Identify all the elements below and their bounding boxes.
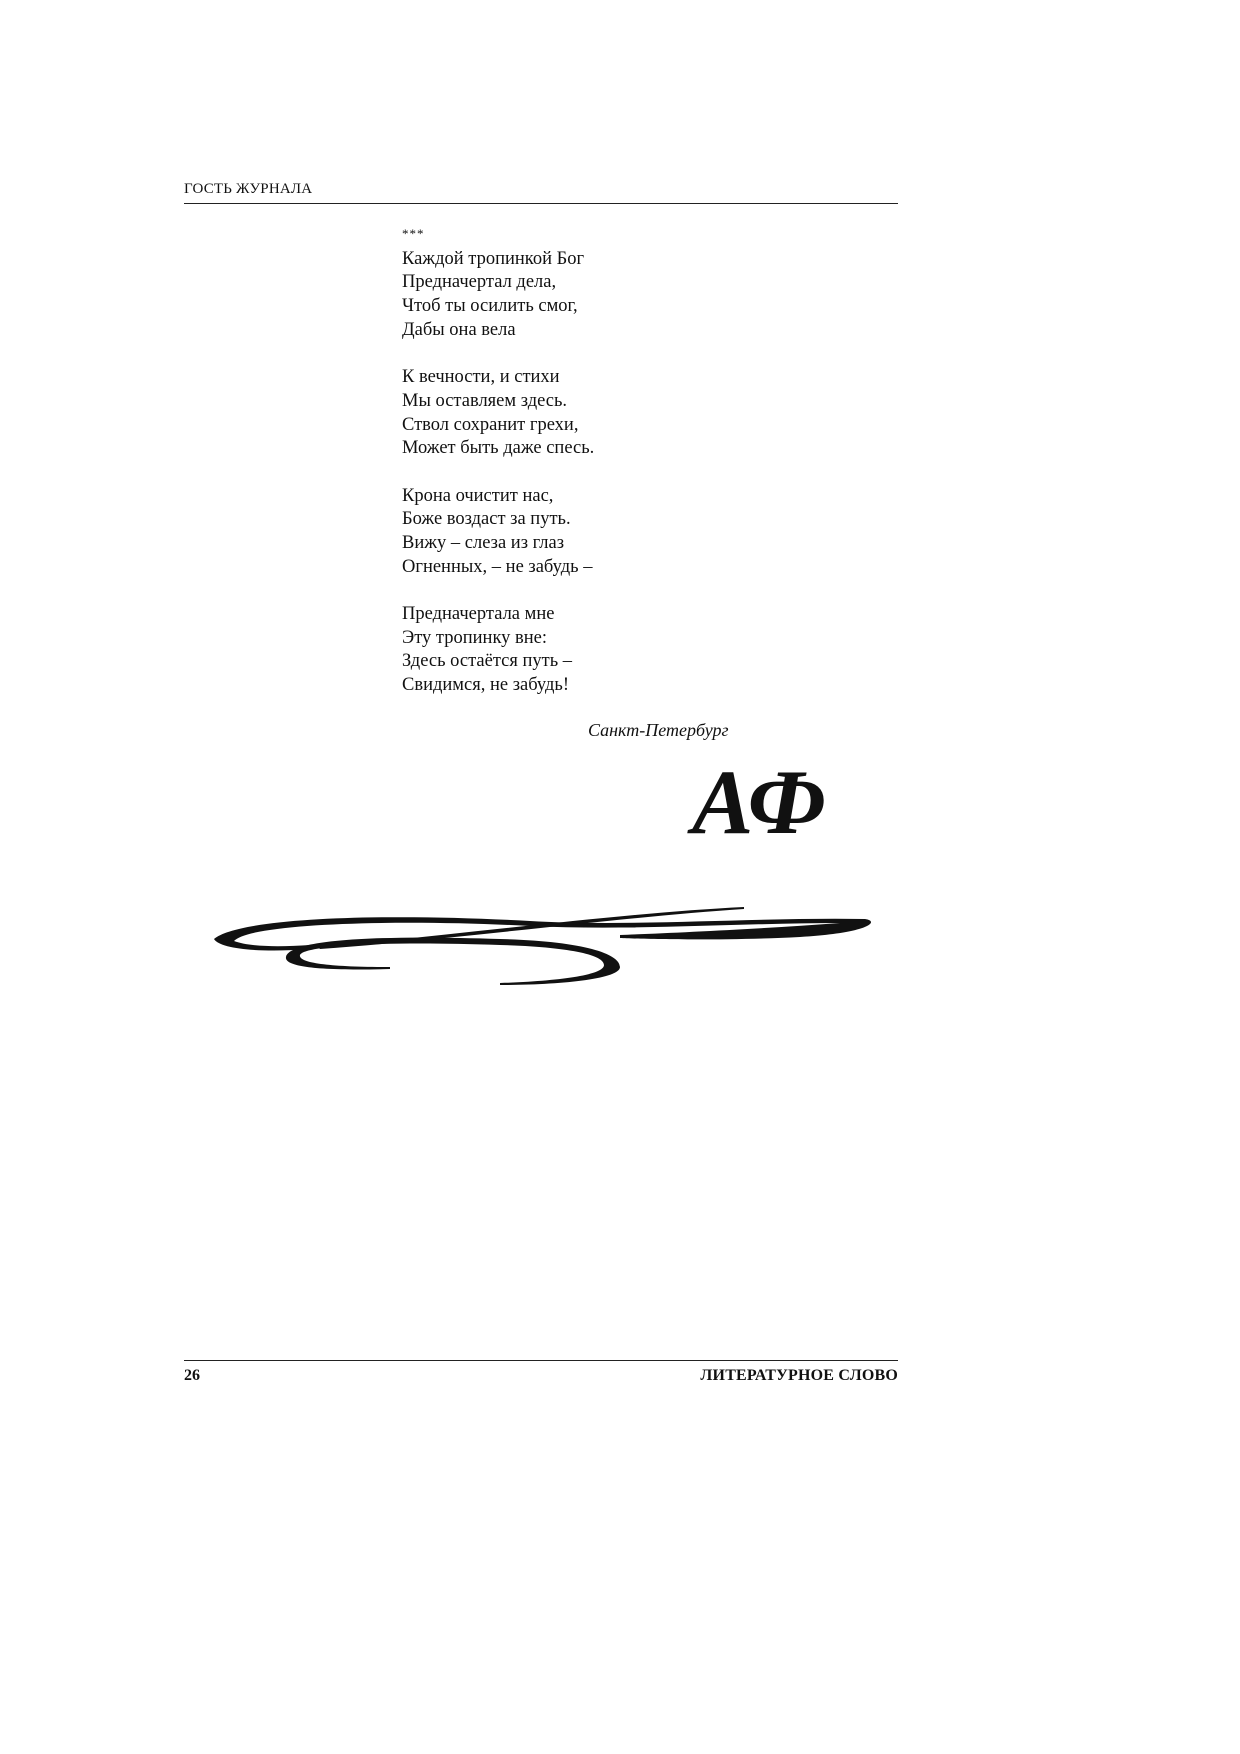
stanza-2 [402, 366, 822, 461]
poem-line: Чтоб ты осилить смог, [402, 296, 578, 317]
running-head-section: ГОСТЬ ЖУРНАЛА [184, 181, 313, 197]
journal-name: ЛИТЕРАТУРНОЕ СЛОВО [700, 1367, 898, 1384]
author-monogram: АФ [692, 751, 825, 853]
poem-line: Вижу – слеза из глаз [402, 532, 565, 553]
header-rule [184, 203, 898, 204]
flourish-stroke [286, 938, 620, 985]
poem-line: Мы оставляем здесь. [402, 390, 568, 411]
footer-rule [184, 1360, 898, 1361]
poem-line: Дабы она вела [402, 319, 516, 340]
stanza-3 [402, 485, 822, 580]
poem-line: Свидимся, не забудь! [402, 675, 570, 696]
poem-line: Эту тропинку вне: [402, 627, 548, 648]
poem-line: Боже воздаст за путь. [402, 509, 571, 530]
poem-separator: *** [402, 226, 425, 241]
poem-line: Ствол сохранит грехи, [402, 414, 579, 435]
stanza-4 [402, 603, 822, 698]
poem-line: К вечности, и стихи [402, 367, 560, 388]
poem-line: Предначертала мне [402, 604, 555, 624]
poem-line: Здесь остаётся путь – [402, 651, 573, 672]
stanza-1 [402, 248, 822, 343]
poem-line: Каждой тропинкой Бог [402, 248, 585, 269]
poem-line: Крона очистит нас, [402, 485, 554, 506]
poem-line: Огненных, – не забудь – [402, 556, 593, 577]
poem-line: Может быть даже спесь. [402, 438, 595, 459]
flourish-ornament [200, 895, 880, 995]
poem [402, 224, 822, 698]
page-number: 26 [184, 1367, 200, 1384]
poem-place: Санкт-Петербург [588, 720, 729, 740]
poem-line: Предначертал дела, [402, 272, 557, 293]
